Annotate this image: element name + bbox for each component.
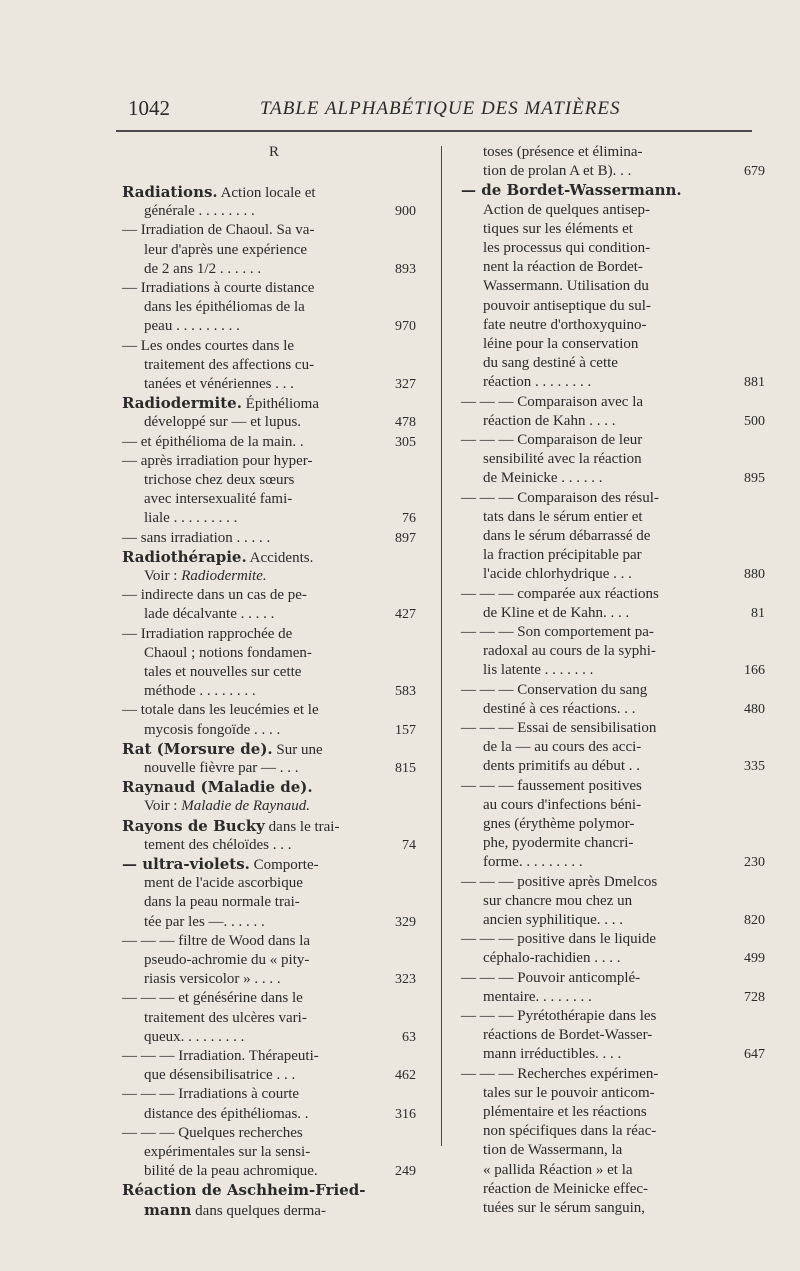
index-entry-line: plémentaire et les réactions [483, 1104, 647, 1120]
index-entry-line: « pallida Réaction » et la [483, 1161, 633, 1178]
entry-heading: Raynaud (Maladie de). [122, 778, 313, 797]
index-entry-line: bilité de la peau achromique. [144, 1163, 318, 1180]
index-entry-line: — — — Comparaison des résul- [461, 489, 659, 506]
index-entry-line: — — — Son comportement pa- [461, 624, 654, 640]
index-entry-line [144, 1201, 380, 1221]
entry-heading: mann [144, 1200, 192, 1219]
index-entry-line: tales et nouvelles sur cette [144, 664, 302, 680]
index-entry-line: tales sur le pouvoir anticom- [483, 1084, 655, 1101]
entry-heading: Radiations. [122, 183, 218, 201]
index-entry-line: — — — Irradiation. Thérapeuti- [122, 1048, 319, 1064]
entry-text: Comporte- [249, 857, 319, 873]
index-entry-line [122, 855, 380, 875]
index-entry-line: nent la réaction de Bordet- [483, 259, 643, 276]
header-rule [116, 130, 752, 132]
index-entry-line: la fraction précipitable par [483, 547, 642, 564]
page-reference: 895 [744, 471, 765, 487]
index-entry-line [461, 181, 719, 201]
page-reference: 230 [744, 855, 765, 871]
index-entry-line: réaction de Meinicke effec- [483, 1180, 649, 1197]
entry-text: Sur une [272, 741, 323, 758]
page-reference: 427 [395, 607, 416, 623]
index-entry-line: réaction de Kahn . . . . [483, 412, 616, 429]
entry-heading: Rayons de Bucky [122, 816, 265, 835]
index-entry-line: phe, pyodermite chancri- [483, 835, 634, 852]
index-entry-line: — — — Comparaison de leur [461, 432, 643, 448]
page-header [0, 92, 800, 132]
entry-cross-reference: Maladie de Raynaud. [181, 798, 310, 815]
page-reference: 499 [744, 951, 765, 967]
running-title: TABLE ALPHABÉTIQUE DES MATIÈRES [260, 98, 621, 119]
entry-heading: Réaction de Aschheim-Fried- [122, 1181, 366, 1200]
index-entry-line: réactions de Bordet-Wasser- [483, 1027, 653, 1044]
page-reference: 74 [402, 837, 416, 853]
page-reference: 500 [744, 413, 765, 429]
index-entry-line: dans la peau normale trai- [144, 894, 300, 911]
page-reference: 166 [744, 663, 765, 679]
section-letter: R [268, 144, 279, 160]
index-entry-line: dents primitifs au début . . [483, 758, 641, 775]
index-entry-line: développé sur — et lupus. [144, 414, 302, 431]
index-entry-line: forme. . . . . . . . . [483, 854, 583, 871]
index-entry-line: que désensibilisatrice . . . [144, 1067, 296, 1084]
page-reference: 897 [395, 530, 416, 546]
index-entry-line: tion de prolan A et B). . . [483, 163, 632, 180]
index-entry-line: — — — Conservation du sang [461, 681, 648, 698]
index-entry-line [122, 548, 380, 568]
index-entry-line: pseudo-achromie du « pity- [144, 952, 310, 968]
index-entry-line: distance des épithéliomas. . [144, 1105, 309, 1122]
index-entry-line: — Irradiation de Chaoul. Sa va- [122, 222, 315, 239]
index-entry-line: — — — Irradiations à courte [122, 1086, 300, 1103]
index-entry-line: nouvelle fièvre par — . . . [144, 760, 299, 776]
index-entry-line: du sang destiné à cette [483, 355, 618, 372]
page-reference: 249 [395, 1164, 416, 1180]
page-reference: 970 [395, 319, 416, 335]
index-entry-line: de la — au cours des acci- [483, 739, 642, 756]
entry-text: Voir : [144, 798, 182, 815]
index-entry-line: — Les ondes courtes dans le [122, 337, 295, 354]
entry-heading: — de Bordet-Wassermann. [461, 181, 682, 200]
index-entry-line [144, 567, 380, 586]
index-entry-line: mann irréductibles. . . . [483, 1046, 622, 1063]
page-reference: 893 [395, 261, 416, 277]
index-entry-line: expérimentales sur la sensi- [144, 1144, 311, 1160]
page-reference: 820 [744, 913, 765, 928]
index-entry-line: tion de Wassermann, la [483, 1142, 623, 1159]
index-entry-line: leur d'après une expérience [144, 241, 308, 258]
index-entry-line: — — — filtre de Wood dans la [122, 932, 311, 949]
index-entry-line: liale . . . . . . . . . [144, 510, 238, 527]
index-entry-line: Chaoul ; notions fondamen- [144, 644, 312, 661]
index-entry-line: — sans irradiation . . . . . [122, 529, 271, 546]
index-entry-line: traitement des affections cu- [144, 356, 315, 373]
index-entry-line: tement des chéloïdes . . . [144, 836, 292, 853]
index-entry-line: — Irradiation rapprochée de [122, 625, 293, 642]
index-entry-line: au cours d'infections béni- [483, 796, 642, 813]
index-entry-line: tats dans le sérum entier et [483, 508, 643, 525]
page-number: 1042 [128, 96, 170, 120]
entry-text: dans quelques derma- [191, 1202, 326, 1219]
index-entry-line: — et épithélioma de la main. . [122, 433, 304, 450]
page-reference: 329 [395, 914, 416, 930]
page-reference: 462 [395, 1068, 416, 1084]
index-entry-line: — — — Pyrétothérapie dans les [461, 1008, 657, 1024]
entry-text: dans le trai- [264, 818, 340, 835]
index-entry-line: — — — et génésérine dans le [122, 990, 303, 1007]
index-entry-line: céphalo-rachidien . . . . [483, 950, 621, 967]
index-entry-line: — — — positive dans le liquide [461, 931, 656, 948]
index-entry-line: de 2 ans 1/2 . . . . . . [144, 260, 262, 277]
index-entry-line: gnes (érythème polymor- [483, 816, 635, 832]
index-entry-line: ancien syphilitique. . . . [483, 912, 623, 928]
page-reference: 157 [395, 722, 416, 738]
index-entry-line: — indirecte dans un cas de pe- [122, 587, 307, 604]
index-entry-line: mycosis fongoïde . . . . [144, 721, 281, 738]
index-entry-line: radoxal au cours de la syphi- [483, 643, 656, 660]
index-entry-line: Action de quelques antisep- [483, 201, 651, 218]
index-entry-line [122, 778, 380, 798]
entry-heading: Rat (Morsure de). [122, 739, 273, 758]
entry-text: Voir : [144, 568, 182, 584]
index-entry-line: fate neutre d'orthoxyquino- [483, 316, 647, 333]
index-entry-line: léine pour la conservation [483, 336, 639, 352]
page-reference: 81 [751, 605, 765, 621]
page-reference: 478 [395, 415, 416, 431]
index-entry-line: — — — Pouvoir anticomplé- [461, 969, 641, 986]
index-entry-line: réaction . . . . . . . . [483, 374, 592, 391]
index-entry-line: destiné à ces réactions. . . [483, 700, 636, 717]
index-entry-line: — — — Essai de sensibilisation [461, 720, 657, 736]
index-entry-line: — — — positive après Dmelcos [461, 873, 658, 890]
page-reference: 881 [744, 375, 765, 391]
index-entry-line: pouvoir antiseptique du sul- [483, 297, 651, 314]
entry-text: Accidents. [246, 549, 314, 566]
page-reference: 583 [395, 684, 416, 700]
index-entry-line: sensibilité avec la réaction [483, 451, 642, 468]
index-entry-line: Wassermann. Utilisation du [483, 278, 649, 295]
index-entry-line: peau . . . . . . . . . [144, 318, 240, 335]
entry-text: Épithélioma [241, 396, 319, 413]
index-entry-line [122, 817, 380, 837]
index-entry-line: mentaire. . . . . . . . [483, 988, 592, 1005]
page-reference: 679 [744, 164, 765, 180]
page-reference: 305 [395, 434, 416, 450]
index-entry-line: de Kline et de Kahn. . . . [483, 604, 630, 621]
index-entry-line: les processus qui condition- [483, 240, 651, 256]
index-entry-line: — — — comparée aux réactions [461, 585, 659, 602]
index-entry-line: — — — faussement positives [461, 777, 642, 794]
index-entry-line: tanées et vénériennes . . . [144, 376, 294, 392]
index-entry-line: tée par les —. . . . . . [144, 913, 265, 930]
page-reference: 647 [744, 1047, 765, 1063]
index-entry-line: dans les épithéliomas de la [144, 299, 305, 316]
index-entry-line: — — — Quelques recherches [122, 1124, 303, 1141]
page-reference: 900 [395, 204, 416, 220]
index-entry-line: trichose chez deux sœurs [144, 472, 295, 488]
entry-heading: — ultra-violets. [122, 855, 250, 873]
page-reference: 335 [744, 759, 765, 775]
index-entry-line [122, 740, 380, 760]
entry-heading: Radiodermite. [122, 394, 242, 413]
index-entry-line: — après irradiation pour hyper- [122, 452, 313, 469]
index-entry-line [122, 183, 380, 203]
index-entry-line: — — — Recherches expérimen- [461, 1065, 659, 1082]
index-entry-line: lis latente . . . . . . . [483, 662, 594, 679]
page-reference: 815 [395, 761, 416, 776]
index-entry-line: non spécifiques dans la réac- [483, 1123, 657, 1140]
page-reference: 316 [395, 1106, 416, 1122]
page-reference: 327 [395, 377, 416, 392]
index-entry-line: queux. . . . . . . . . [144, 1028, 245, 1045]
index-entry-line: avec intersexualité fami- [144, 491, 293, 508]
page-reference: 76 [402, 511, 416, 527]
index-entry-line: sur chancre mou chez un [483, 892, 633, 909]
column-divider [441, 146, 442, 1146]
page-reference: 728 [744, 989, 765, 1005]
page-reference: 480 [744, 701, 765, 717]
index-entry-line: tiques sur les éléments et [483, 220, 633, 237]
index-entry-line: traitement des ulcères vari- [144, 1009, 307, 1026]
index-entry-line: — totale dans les leucémies et le [122, 702, 319, 719]
index-entry-line [144, 797, 380, 816]
index-entry-line: lade décalvante . . . . . [144, 606, 275, 623]
page-reference: 880 [744, 567, 765, 583]
index-entry-line: — Irradiations à courte distance [122, 280, 315, 296]
page-reference: 63 [402, 1029, 416, 1045]
index-entry-line: — — — Comparaison avec la [461, 393, 644, 410]
index-entry-line: tuées sur le sérum sanguin, [483, 1200, 646, 1216]
index-entry-line: dans le sérum débarrassé de [483, 528, 651, 544]
page-reference: 323 [395, 972, 416, 988]
entry-text: Action locale et [217, 185, 316, 201]
index-entry-line: riasis versicolor » . . . . [144, 971, 281, 988]
index-entry-line: toses (présence et élimina- [483, 144, 643, 160]
index-entry-line: ment de l'acide ascorbique [144, 875, 303, 892]
entry-heading: Radiothérapie. [122, 547, 247, 566]
entry-cross-reference: Radiodermite. [181, 568, 267, 584]
index-entry-line: l'acide chlorhydrique . . . [483, 566, 632, 583]
index-entry-line [122, 394, 380, 414]
index-entry-line: méthode . . . . . . . . [144, 683, 256, 700]
index-entry-line: générale . . . . . . . . [144, 203, 255, 220]
index-entry-line: de Meinicke . . . . . . [483, 470, 603, 487]
index-entry-line [122, 1181, 380, 1201]
